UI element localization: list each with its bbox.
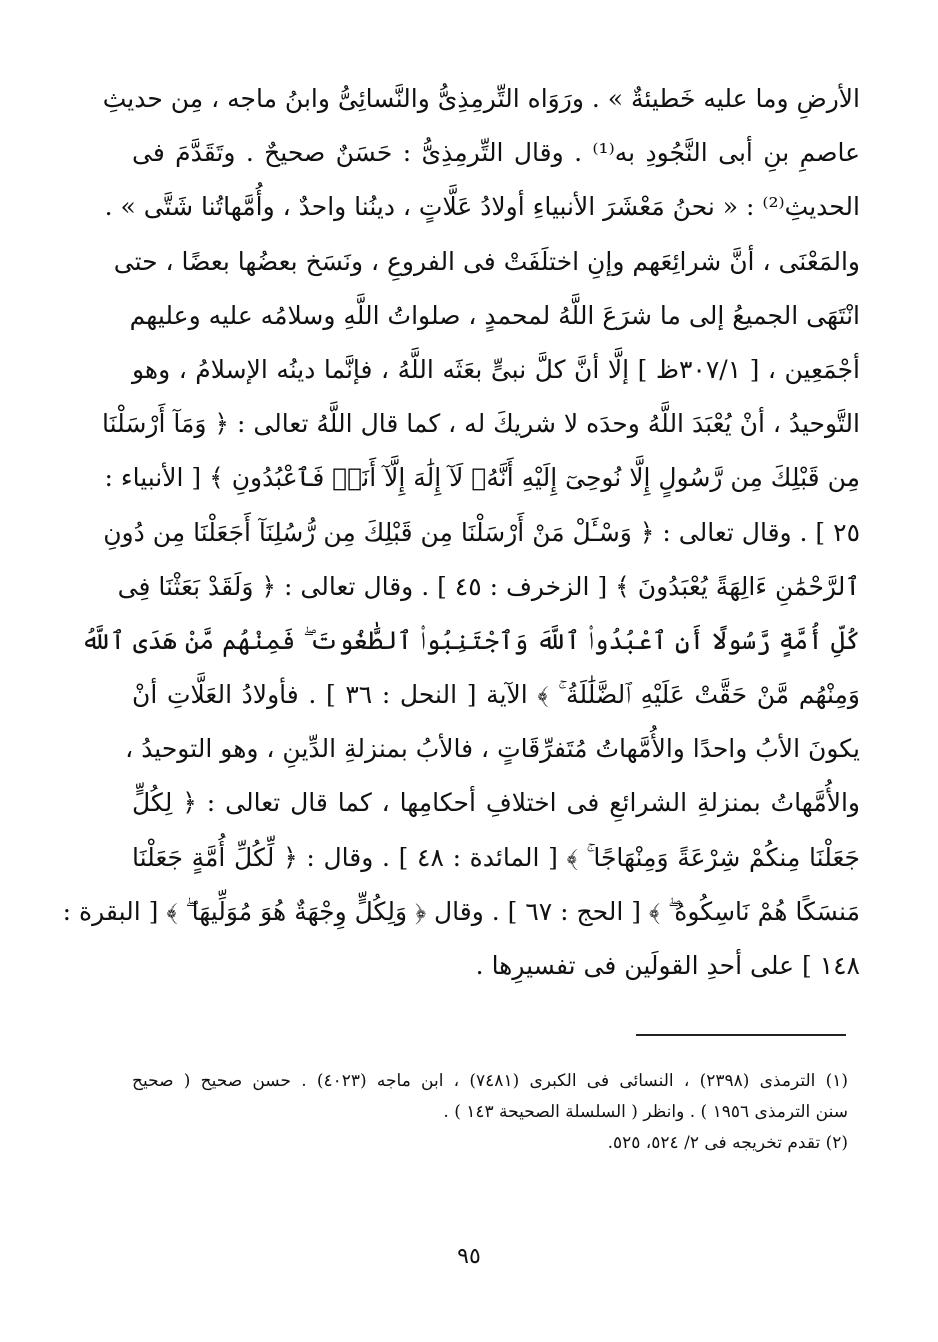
text-line: مِن قَبْلِكَ مِن رَّسُولٍ إِلَّا نُوحِىٓ إِلَيْهِ أَنَّهُۥ لَآ إِلَٰهَ إِلَّآ أَنَا۠ فَٱعْبُدُونِ ﴾ [ الأنبياء :: [104, 463, 860, 493]
footnotes: [132, 1066, 848, 1159]
text-line: عاصمِ بنِ أبى النَّجُودِ به⁽¹⁾ . وقال التِّرمِذِىُّ : حَسَنٌ صحيحٌ . وتَقَدَّمَ فى: [132, 138, 860, 168]
page-number: ٩٥: [457, 1244, 481, 1269]
text-line: أجْمَعِين ، [ ٣٠٧/١ظ ] إلَّا أنَّ كلَّ نبىٍّ بعَثَه اللَّهُ ، فإنَّما دينُه الإسلامُ ، وهو: [132, 354, 860, 384]
footnote-line: سنن الترمذى ١٩٥٦ ) . وانظر ( السلسلة الصحيحة ١٤٣ ) .: [443, 1102, 848, 1122]
text-line: كُلِّ أُمَّةٍ رَّسُولًا أَنِ ٱعْبُدُوا۟ ٱللَّهَ وَٱجْتَنِبُوا۟ ٱلطَّٰغُوتَ ۖ فَمِنْهُم مَّنْ هَدَى ٱللَّهُ: [81, 625, 860, 655]
text-line: مَنسَكًا هُمْ نَاسِكُوهُ ۖ ﴾ [ الحج : ٦٧ ] . وقال ﴿ وَلِكُلٍّ وِجْهَةٌ هُوَ مُوَلِّيهَا ۖ ﴾ [ البقرة :: [62, 896, 860, 926]
text-line: جَعَلْنَا مِنكُمْ شِرْعَةً وَمِنْهَاجًا ۚ ﴾ [ المائدة : ٤٨ ] . وقال : ﴿ لِّكُلِّ أُمَّةٍ جَعَلْنَا: [132, 842, 860, 872]
footnote-line: (١) الترمذى (٢٣٩٨) ، النسائى فى الكبرى (٧٤٨١) ، ابن ماجه (٤٠٢٣) . حسن صحيح ( صحيح: [132, 1071, 849, 1091]
text-line: الحديثِ⁽²⁾ : « نحنُ مَعْشَرَ الأنبياءِ أولادُ عَلَّاتٍ ، دينُنا واحدٌ ، وأُمَّهاتُنا شَتَّى » .: [104, 192, 860, 222]
text-line: والأُمَّهاتُ بمنزلةِ الشرائعِ فى اختلافِ أحكامِها ، كما قال تعالى : ﴿ لِكُلٍّ: [132, 788, 860, 818]
footnote-line: (٢) تقدم تخريجه فى ٢/ ٥٢٤، ٥٢٥.: [607, 1133, 848, 1153]
text-line: وَمِنْهُم مَّنْ حَقَّتْ عَلَيْهِ ٱلضَّلَٰلَةُ ۚ ﴾ الآية [ النحل : ٣٦ ] . فأولادُ العَلَّاتِ أنْ: [132, 680, 860, 710]
text-line: والمَعْنَى ، أنَّ شرائِعَهم وإنِ اختلَفَتْ فى الفروعِ ، ونَسَخ بعضُها بعضًا ، حتى: [113, 246, 860, 276]
footnote-separator: [636, 1034, 846, 1036]
text-line: ١٤٨ ] على أحدِ القولَين فى تفسيرِها .: [475, 951, 860, 980]
text-line: التَّوحيدُ ، أنْ يُعْبَدَ اللَّهُ وحدَه لا شريكَ له ، كما قال اللَّهُ تعالى : ﴿ وَمَآ أَرْسَلْنَا: [102, 409, 860, 439]
text-line: يكونَ الأبُ واحدًا والأُمَّهاتُ مُتَفرِّقَاتٍ ، فالأبُ بمنزلةِ الدِّينِ ، وهو التوحيدُ ،: [125, 734, 860, 764]
main-text: [62, 72, 860, 993]
text-line: ٢٥ ] . وقال تعالى : ﴿ وَسْـَٔلْ مَنْ أَرْسَلْنَا مِن قَبْلِكَ مِن رُّسُلِنَآ أَجَعَلْنَا مِن دُونِ: [103, 517, 860, 547]
text-line: انْتَهَى الجميعُ إلى ما شرَعَ اللَّهُ لمحمدٍ ، صلواتُ اللَّهِ وسلامُه عليه وعليهم: [129, 300, 860, 330]
text-line: الأرضِ وما عليه خَطيئةٌ » . ورَوَاه التِّرمِذِىُّ والنَّسائِىُّ وابنُ ماجه ، مِن حديثِ: [102, 84, 860, 113]
text-line: ٱلرَّحْمَٰنِ ءَالِهَةً يُعْبَدُونَ ﴾ [ الزخرف : ٤٥ ] . وقال تعالى : ﴿ وَلَقَدْ بَعَثْنَا فِى: [117, 571, 860, 601]
